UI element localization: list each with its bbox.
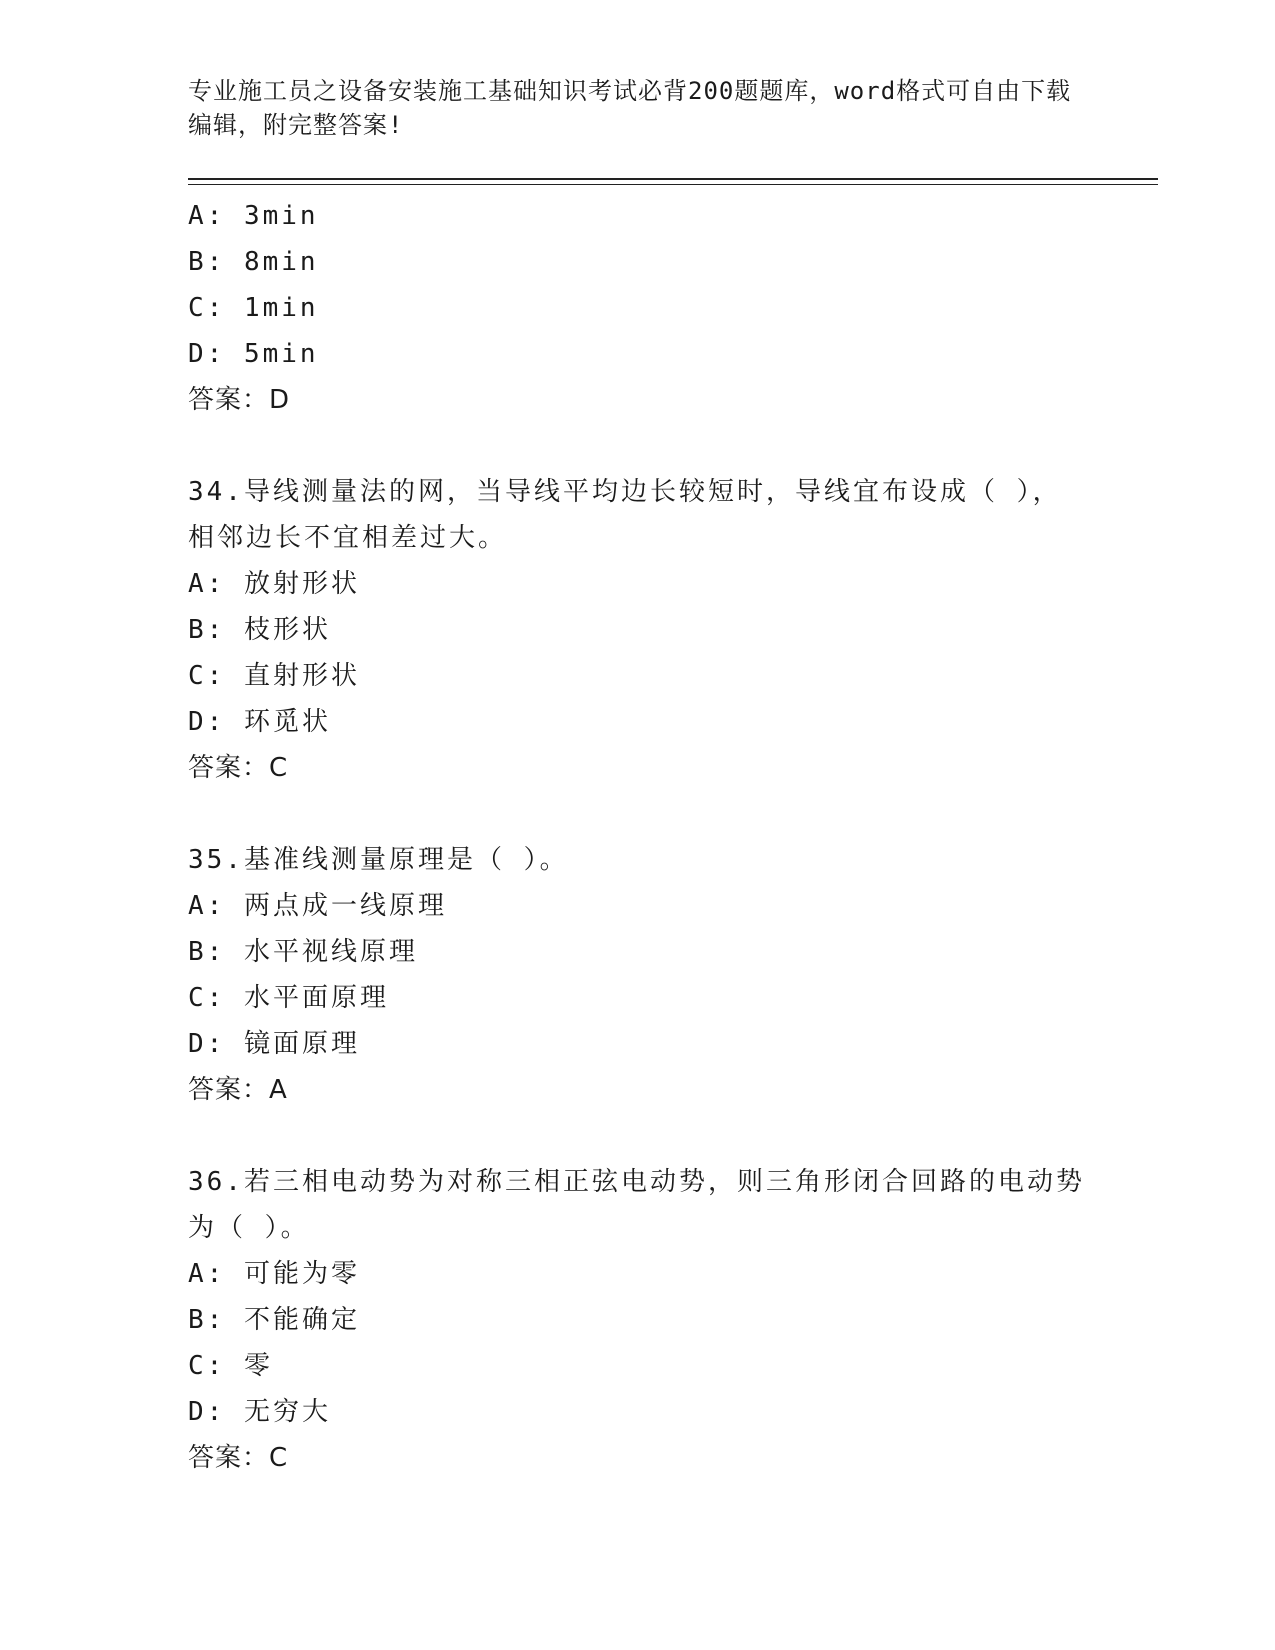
- document-title: 专业施工员之设备安装施工基础知识考试必背200题题库，word格式可自由下载编辑，附完整答案!: [188, 77, 1072, 139]
- spacer: [188, 423, 1088, 469]
- option-label: C:: [188, 983, 244, 1013]
- option-b: [188, 1297, 1088, 1343]
- option-label: B:: [188, 247, 244, 277]
- option-d: [188, 331, 1088, 377]
- option-text: 3min: [243, 201, 319, 231]
- option-label: D:: [188, 1029, 244, 1059]
- option-text: 5min: [243, 339, 319, 369]
- spacer: [188, 791, 1088, 837]
- option-d: [188, 1021, 1088, 1067]
- option-text: 直射形状: [243, 661, 360, 691]
- option-text: 镜面原理: [243, 1029, 360, 1059]
- option-text: 8min: [243, 247, 319, 277]
- option-c: [188, 1343, 1088, 1389]
- option-a: [188, 193, 1088, 239]
- option-b: [188, 239, 1088, 285]
- question-content: [188, 193, 1088, 1481]
- question-33-continuation: [188, 193, 1088, 423]
- question-text: [188, 837, 1088, 883]
- option-c: [188, 653, 1088, 699]
- question-text: [188, 469, 1088, 561]
- option-d: [188, 699, 1088, 745]
- option-text: 不能确定: [243, 1305, 360, 1335]
- option-label: A:: [188, 569, 244, 599]
- document-header: [188, 74, 1088, 142]
- question-body: 基准线测量原理是（ ）。: [243, 845, 569, 875]
- divider-line-thick: [188, 178, 1158, 180]
- question-number: 34.: [188, 477, 244, 507]
- option-a: [188, 561, 1088, 607]
- answer-line: 答案：D: [188, 385, 291, 415]
- header-divider: [188, 178, 1158, 185]
- question-text: [188, 1159, 1088, 1251]
- question-body: 导线测量法的网，当导线平均边长较短时，导线宜布设成（ ），相邻边长不宜相差过大。: [188, 477, 1062, 553]
- option-text: 无穷大: [243, 1397, 331, 1427]
- option-a: [188, 1251, 1088, 1297]
- option-text: 环觅状: [243, 707, 331, 737]
- option-text: 枝形状: [243, 615, 331, 645]
- option-label: A:: [188, 1259, 244, 1289]
- option-text: 可能为零: [243, 1259, 360, 1289]
- option-label: B:: [188, 937, 244, 967]
- option-label: A:: [188, 891, 244, 921]
- option-label: D:: [188, 707, 244, 737]
- question-body: 若三相电动势为对称三相正弦电动势，则三角形闭合回路的电动势为（ ）。: [188, 1167, 1085, 1243]
- option-b: [188, 929, 1088, 975]
- option-text: 水平面原理: [243, 983, 389, 1013]
- option-label: C:: [188, 293, 244, 323]
- question-36: [188, 1159, 1088, 1481]
- option-text: 水平视线原理: [243, 937, 418, 967]
- question-34: [188, 469, 1088, 791]
- option-c: [188, 975, 1088, 1021]
- option-label: B:: [188, 615, 244, 645]
- option-text: 放射形状: [243, 569, 360, 599]
- option-text: 1min: [243, 293, 319, 323]
- option-d: [188, 1389, 1088, 1435]
- question-number: 35.: [188, 845, 244, 875]
- spacer: [188, 1113, 1088, 1159]
- answer-line: 答案：A: [188, 1075, 288, 1105]
- option-c: [188, 285, 1088, 331]
- question-number: 36.: [188, 1167, 244, 1197]
- option-label: C:: [188, 661, 244, 691]
- answer-line: 答案：C: [188, 1443, 289, 1473]
- divider-line-thin: [188, 184, 1158, 185]
- option-text: 零: [243, 1351, 273, 1381]
- answer-line: 答案：C: [188, 753, 289, 783]
- option-label: D:: [188, 1397, 244, 1427]
- option-label: B:: [188, 1305, 244, 1335]
- option-label: A:: [188, 201, 244, 231]
- option-label: C:: [188, 1351, 244, 1381]
- option-a: [188, 883, 1088, 929]
- option-label: D:: [188, 339, 244, 369]
- option-text: 两点成一线原理: [243, 891, 447, 921]
- question-35: [188, 837, 1088, 1113]
- option-b: [188, 607, 1088, 653]
